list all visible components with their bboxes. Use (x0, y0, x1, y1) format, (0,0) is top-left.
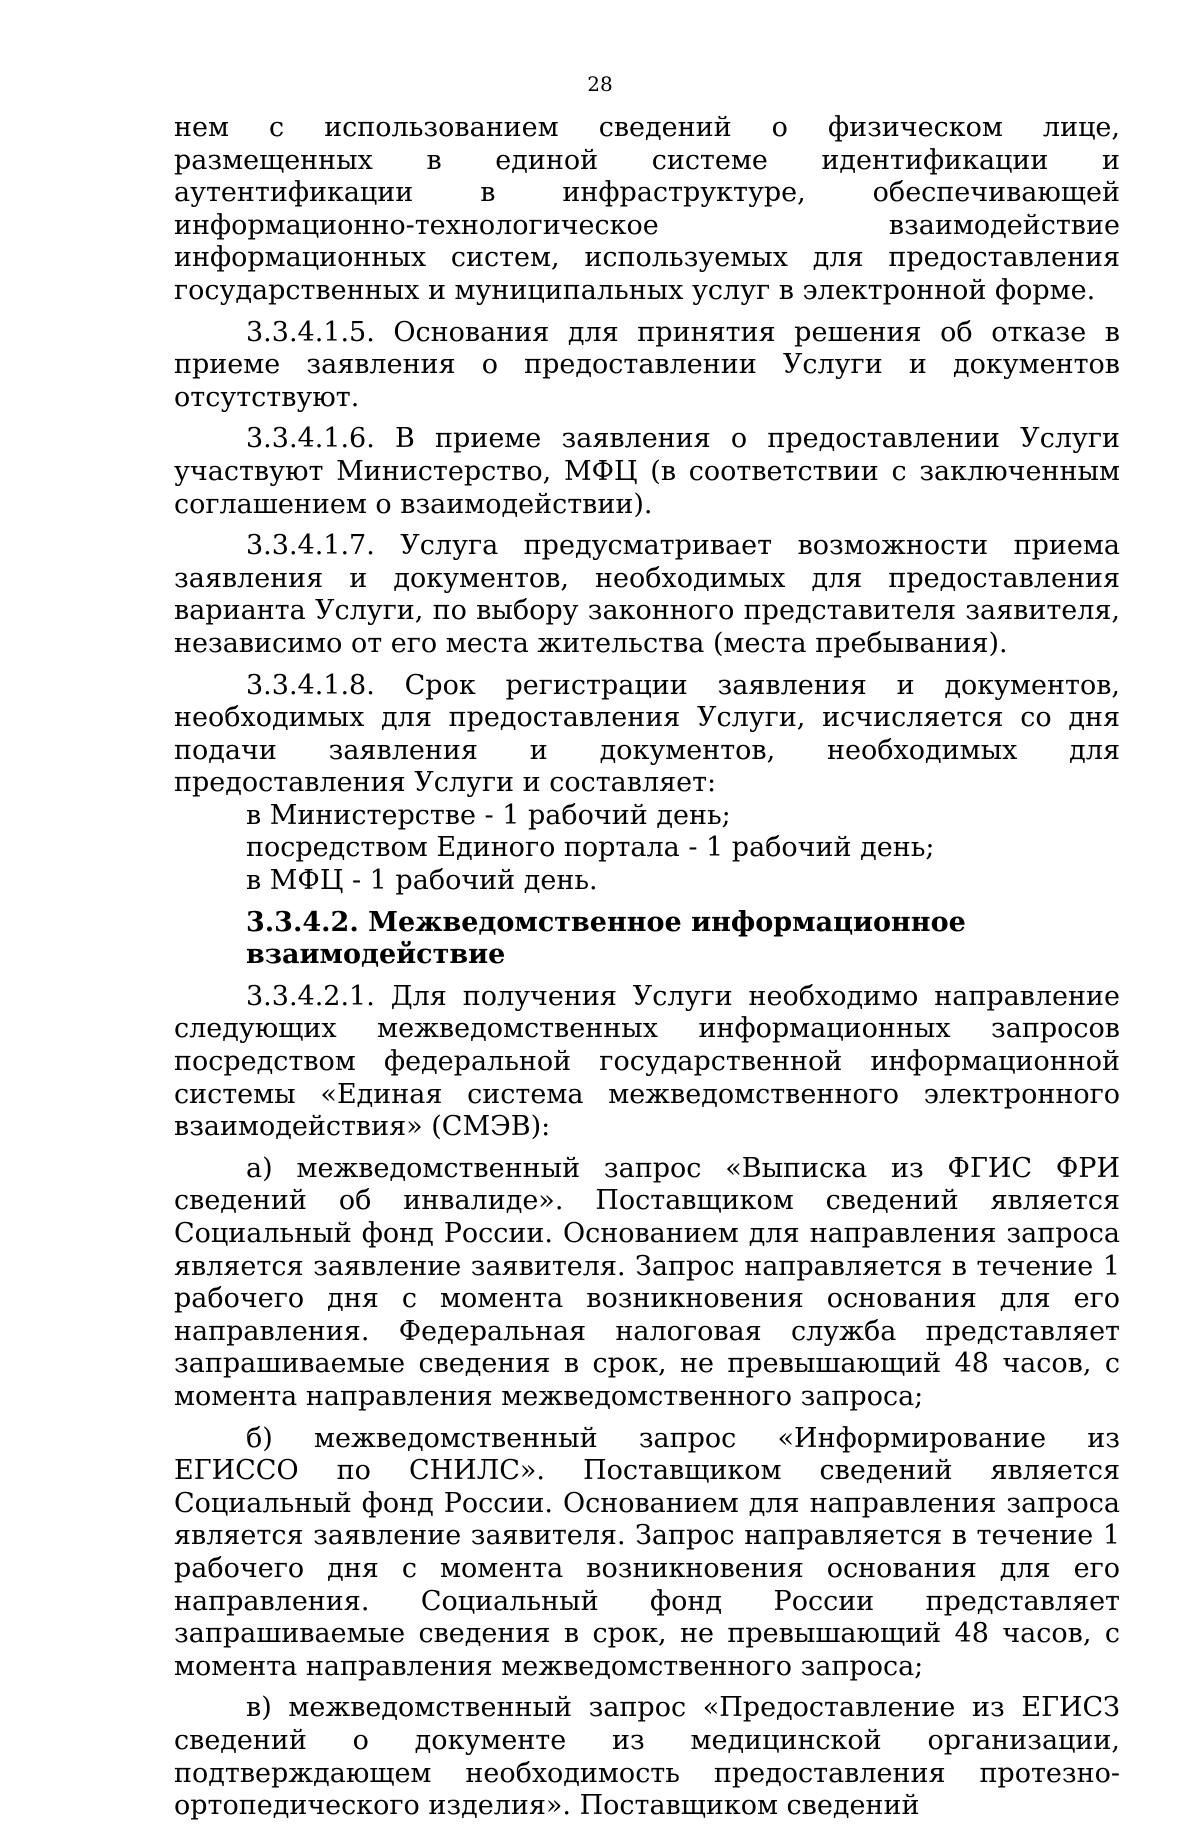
paragraph-3-3-4-2-1: 3.3.4.2.1. Для получения Услуги необходимо направление следующих межведомственных информационных запросов посредством федеральной государственной информационной системы «Единая система межведомственного электронного взаимодействия» (СМЭВ): (174, 980, 1120, 1143)
paragraph-3-3-4-1-5: 3.3.4.1.5. Основания для принятия решения об отказе в приеме заявления о предоставлении Услуги и документов отсутствуют. (174, 316, 1120, 413)
paragraph-3-3-4-1-7: 3.3.4.1.7. Услуга предусматривает возможности приема заявления и документов, необходимых для предоставления варианта Услуги, по выбору законного представителя заявителя, независимо от его места жительства (места пребывания). (174, 530, 1120, 659)
paragraph-item-a: а) межведомственный запрос «Выписка из ФГИС ФРИ сведений об инвалиде». Поставщиком сведений является Социальный фонд России. Основанием для направления запроса является заявление заявителя. Запрос направляется в течение 1 рабочего дня с момента возникновения основания для его направления. Федеральная налоговая служба представляет запрашиваемые сведения в срок, не превышающий 48 часов, с момента направления межведомственного запроса; (174, 1152, 1120, 1412)
paragraph-3-3-4-1-6: 3.3.4.1.6. В приеме заявления о предоставлении Услуги участвуют Министерство, МФЦ (в соответствии с заключенным соглашением о взаимодействии). (174, 423, 1120, 520)
paragraph-item-v: в) межведомственный запрос «Предоставление из ЕГИСЗ сведений о документе из медицинской организации, подтверждающем необходимость предоставления протезно-ортопедического изделия». Поставщиком сведений (174, 1692, 1120, 1822)
list-item: посредством Единого портала - 1 рабочий день; (246, 832, 935, 864)
list-item: в МФЦ - 1 рабочий день. (246, 865, 598, 897)
paragraph-continuation: нем с использованием сведений о физическом лице, размещенных в единой системе идентификации и аутентификации в инфраструктуре, обеспечивающей информационно-технологическое взаимодействие информационных систем, используемых для предоставления государственных и муниципальных услуг в электронной форме. (174, 112, 1120, 306)
paragraph-3-3-4-1-8: 3.3.4.1.8. Срок регистрации заявления и документов, необходимых для предоставления Услуги, исчисляется со дня подачи заявления и документов, необходимых для предоставления Услуги и составляет: (174, 669, 1120, 799)
section-heading: 3.3.4.2. Межведомственное информационное взаимодействие (246, 906, 966, 971)
document-body (174, 112, 1120, 1832)
list-item: в Министерстве - 1 рабочий день; (246, 799, 731, 831)
page-number: 28 (587, 72, 613, 96)
paragraph-item-b: б) межведомственный запрос «Информирование из ЕГИССО по СНИЛС». Поставщиком сведений является Социальный фонд России. Основанием для направления запроса является заявление заявителя. Запрос направляется в течение 1 рабочего дня с момента возникновения основания для его направления. Социальный фонд России представляет запрашиваемые сведения в срок, не превышающий 48 часов, с момента направления межведомственного запроса; (174, 1422, 1120, 1682)
